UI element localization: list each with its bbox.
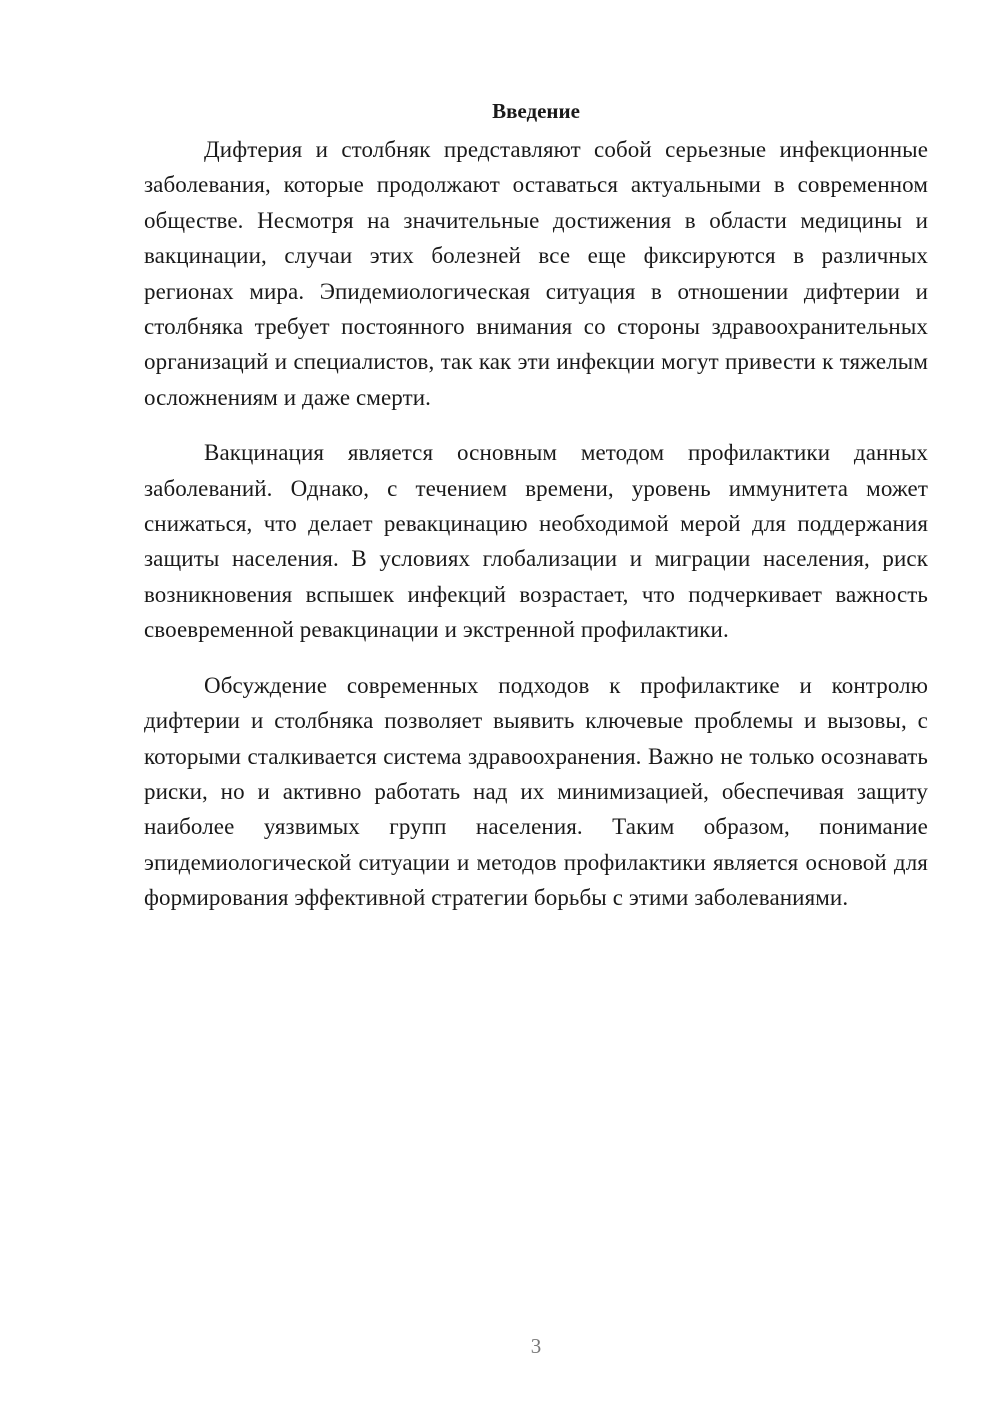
paragraph-2: Вакцинация является основным методом профилактики данных заболеваний. Однако, с течением времени, уровень иммунитета может снижаться, что делает ревакцинацию необходимой мерой для поддержания защиты населения. В условиях глобализации и миграции населения, риск возникновения вспышек инфекций возрастает, что подчеркивает важность своевременной ревакцинации и экстренной профилактики. [144, 440, 928, 643]
page-content [144, 96, 928, 936]
section-title: Введение [492, 99, 580, 123]
paragraph-3: Обсуждение современных подходов к профилактике и контролю дифтерии и столбняка позволяет выявить ключевые проблемы и вызовы, с которыми сталкивается система здравоохранения. Важно не только осознавать риски, но и активно работать над их минимизацией, обеспечивая защиту наиболее уязвимых групп населения. Таким образом, понимание эпидемиологической ситуации и методов профилактики является основой для формирования эффективной стратегии борьбы с этими заболеваниями. [144, 672, 928, 911]
paragraph-1: Дифтерия и столбняк представляют собой серьезные инфекционные заболевания, которые продолжают оставаться актуальными в современном обществе. Несмотря на значительные достижения в области медицины и вакцинации, случаи этих болезней все еще фиксируются в различных регионах мира. Эпидемиологическая ситуация в отношении дифтерии и столбняка требует постоянного внимания со стороны здравоохранительных организаций и специалистов, так как эти инфекции могут привести к тяжелым осложнениям и даже смерти. [144, 137, 928, 410]
page-number: 3 [530, 1334, 542, 1358]
